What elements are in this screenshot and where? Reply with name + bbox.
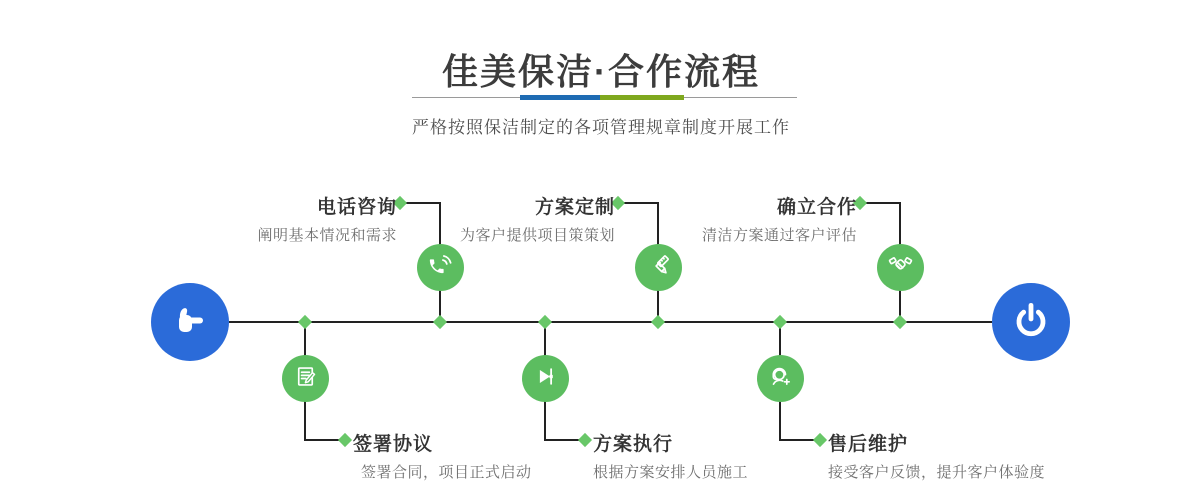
headset-plus-icon xyxy=(767,363,794,395)
connector-line xyxy=(544,439,582,441)
step-node-phone xyxy=(417,244,464,291)
connector-line xyxy=(863,202,901,204)
step-desc: 为客户提供项目策策划 xyxy=(459,227,615,244)
label-diamond xyxy=(338,433,352,447)
flow-start-node xyxy=(151,283,229,361)
page-subtitle: 严格按照保洁制定的各项管理规章制度开展工作 xyxy=(412,118,790,137)
step-desc: 阐明基本情况和需求 xyxy=(257,227,397,244)
step-desc: 接受客户反馈，提升客户体验度 xyxy=(828,464,1046,481)
step-label-contract xyxy=(353,429,532,482)
step-title: 方案定制 xyxy=(534,197,615,218)
step-desc: 清洁方案通过客户评估 xyxy=(701,227,857,244)
step-label-execute xyxy=(593,429,748,482)
timeline xyxy=(229,321,992,323)
title-divider xyxy=(412,95,797,100)
step-label-support xyxy=(828,429,1045,482)
step-node-cooperation xyxy=(877,244,924,291)
step-label-plan xyxy=(460,192,615,245)
label-diamond xyxy=(813,433,827,447)
step-title: 方案执行 xyxy=(593,434,674,455)
phone-icon xyxy=(427,252,454,284)
flow-end-node xyxy=(992,283,1070,361)
timeline-diamond xyxy=(893,315,907,329)
timeline-diamond xyxy=(651,315,665,329)
page-title: 佳美保洁·合作流程 xyxy=(442,51,760,92)
timeline-diamond xyxy=(773,315,787,329)
step-title: 电话咨询 xyxy=(316,197,397,218)
contract-icon xyxy=(292,363,319,395)
connector-line xyxy=(304,439,342,441)
timeline-diamond xyxy=(433,315,447,329)
step-node-contract xyxy=(282,355,329,402)
step-label-cooperation xyxy=(702,192,857,245)
timeline-diamond xyxy=(298,315,312,329)
step-desc: 根据方案安排人员施工 xyxy=(593,464,749,481)
step-title: 签署协议 xyxy=(353,434,434,455)
timeline-diamond xyxy=(538,315,552,329)
pencil-ruler-icon xyxy=(645,252,672,284)
power-icon xyxy=(1008,297,1054,348)
connector-line xyxy=(403,202,441,204)
step-node-execute xyxy=(522,355,569,402)
step-node-support xyxy=(757,355,804,402)
play-slider-icon xyxy=(532,363,559,395)
step-desc: 签署合同，项目正式启动 xyxy=(361,464,532,481)
label-diamond xyxy=(578,433,592,447)
step-title: 售后维护 xyxy=(828,434,909,455)
connector-line xyxy=(779,439,817,441)
connector-line xyxy=(621,202,659,204)
hand-pointer-icon xyxy=(166,296,214,349)
step-label-phone xyxy=(257,192,397,245)
step-title: 确立合作 xyxy=(776,197,857,218)
handshake-icon xyxy=(887,252,914,284)
step-node-plan xyxy=(635,244,682,291)
divider-blue-segment xyxy=(520,95,600,100)
divider-green-segment xyxy=(600,95,684,100)
